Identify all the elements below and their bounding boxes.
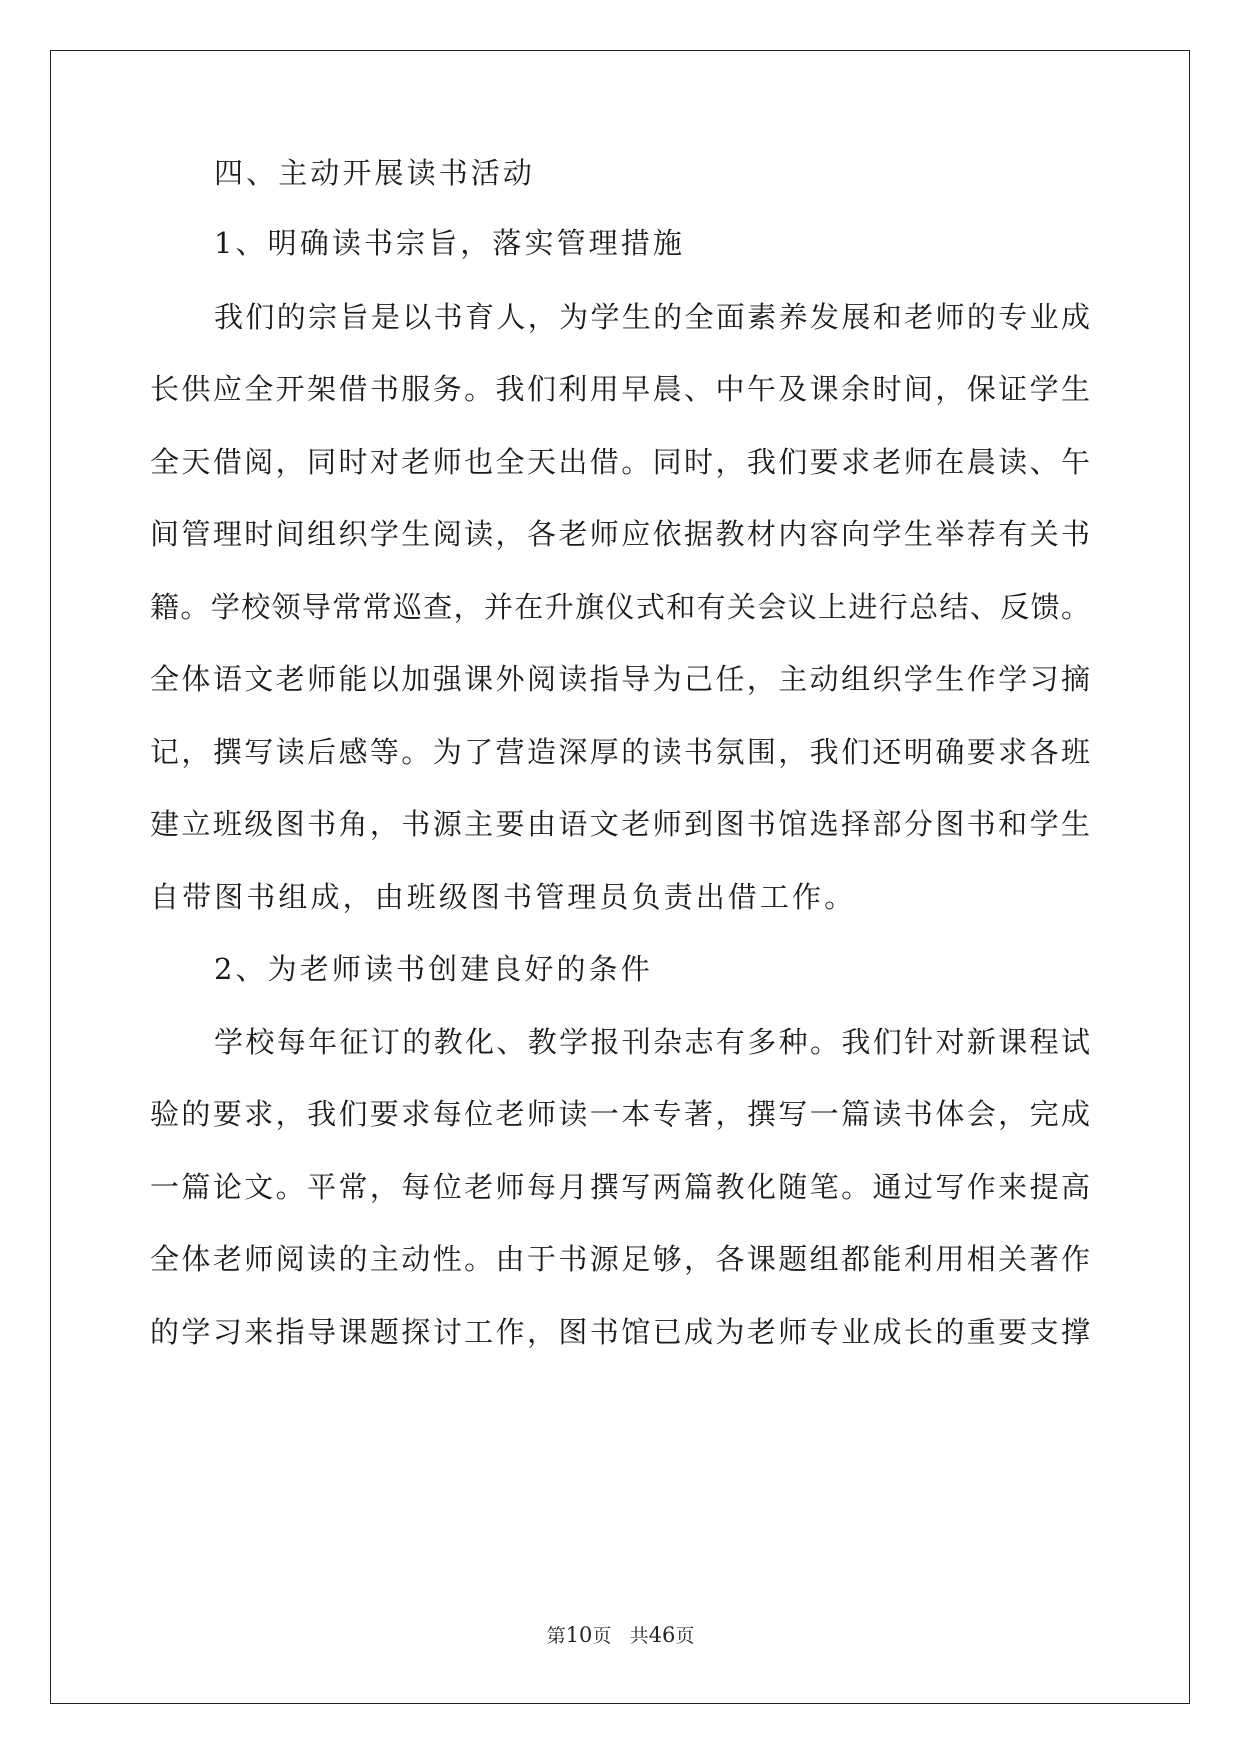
subsection-heading: 1、明确读书宗旨，落实管理措施: [214, 226, 685, 260]
paragraph-line: 间管理时间组织学生阅读，各老师应依据教材内容向学生举荐有关书: [150, 517, 1090, 551]
section-heading: 四、主动开展读书活动: [214, 156, 536, 190]
paragraph-line: 全体语文老师能以加强课外阅读指导为己任，主动组织学生作学习摘: [150, 662, 1090, 696]
paragraph-line: 籍。学校领导常常巡查，并在升旗仪式和有关会议上进行总结、反馈。: [150, 590, 1090, 624]
paragraph-line: 全天借阅，同时对老师也全天出借。同时，我们要求老师在晨读、午: [150, 445, 1090, 479]
paragraph-line: 自带图书组成，由班级图书管理员负责出借工作。: [150, 880, 857, 914]
footer-total-prefix: 共: [629, 1625, 649, 1647]
paragraph-line: 学校每年征订的教化、教学报刊杂志有多种。我们针对新课程试: [214, 1025, 1090, 1059]
footer-prefix: 第: [546, 1625, 566, 1647]
paragraph-line: 的学习来指导课题探讨工作，图书馆已成为老师专业成长的重要支撑: [150, 1315, 1090, 1349]
paragraph-line: 全体老师阅读的主动性。由于书源足够，各课题组都能利用相关著作: [150, 1242, 1090, 1276]
paragraph-line: 长供应全开架借书服务。我们利用早晨、中午及课余时间，保证学生: [150, 372, 1090, 406]
footer-total-suffix: 页: [675, 1625, 695, 1647]
footer-page-suffix: 页: [592, 1625, 612, 1647]
subsection-heading: 2、为老师读书创建良好的条件: [214, 952, 653, 986]
page-number: 10: [565, 1623, 593, 1647]
paragraph-line: 一篇论文。平常，每位老师每月撰写两篇教化随笔。通过写作来提高: [150, 1170, 1090, 1204]
paragraph-line: 建立班级图书角，书源主要由语文老师到图书馆选择部分图书和学生: [150, 807, 1090, 841]
total-pages: 46: [648, 1623, 676, 1647]
paragraph-line: 记，撰写读后感等。为了营造深厚的读书氛围，我们还明确要求各班: [150, 735, 1090, 769]
page-footer: [0, 1622, 1241, 1649]
paragraph-line: 验的要求，我们要求每位老师读一本专著，撰写一篇读书体会，完成: [150, 1097, 1090, 1131]
paragraph-line: 我们的宗旨是以书育人，为学生的全面素养发展和老师的专业成: [214, 300, 1090, 334]
